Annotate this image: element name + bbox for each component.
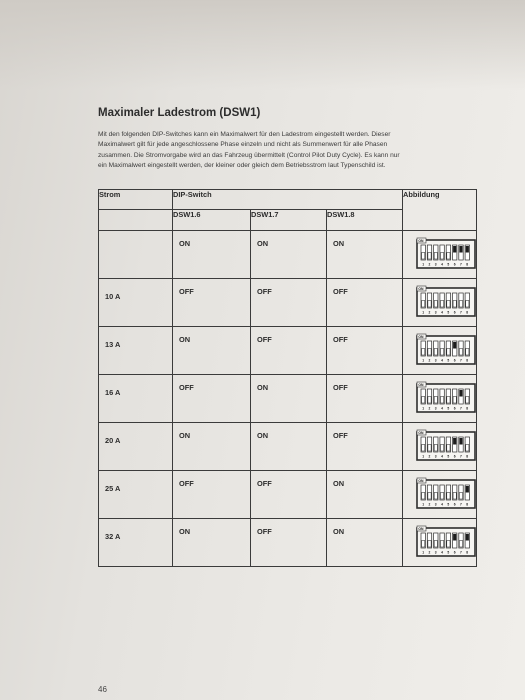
switch-number: 8 (466, 454, 469, 459)
dsw17-cell (251, 519, 327, 567)
subheader-dsw17: DSW1.7 (251, 210, 327, 231)
dip-switch-illustration (416, 381, 476, 415)
dsw16-value: ON (179, 527, 191, 536)
switch-number: 8 (466, 358, 469, 363)
switch-knob (453, 493, 456, 500)
switch-number: 2 (428, 310, 431, 315)
switch-number: 1 (422, 502, 425, 507)
dsw16-cell (173, 279, 251, 327)
switch-knob (466, 534, 469, 541)
dsw16-value: OFF (179, 479, 194, 488)
dip-switch-illustration (416, 285, 476, 319)
header-figure: Abbildung (403, 190, 477, 231)
switch-number: 1 (422, 550, 425, 555)
dsw18-value: ON (333, 527, 345, 536)
switch-knob (428, 397, 431, 404)
switch-knob (434, 349, 437, 356)
switch-number: 4 (441, 406, 443, 411)
on-label: ON (418, 527, 424, 531)
switch-knob (441, 349, 444, 356)
current-value: 25 A (105, 484, 121, 493)
switch-number: 6 (453, 262, 456, 267)
switch-knob (441, 301, 444, 308)
current-cell (99, 231, 173, 279)
switch-knob (434, 445, 437, 452)
paragraph-line: Mit den folgenden DIP-Switches kann ein Maximalwert für den Ladestrom eingestellt werden. Dieser (98, 131, 391, 138)
current-value: 13 A (105, 340, 121, 349)
switch-knob (453, 438, 456, 445)
switch-number: 3 (434, 406, 437, 411)
switch-knob (447, 493, 450, 500)
switch-number: 2 (428, 502, 431, 507)
dsw16-cell (173, 375, 251, 423)
switch-number: 7 (460, 262, 462, 267)
table-row (99, 231, 477, 279)
dsw17-value: OFF (257, 527, 272, 536)
dip-switch-illustration (416, 477, 476, 511)
switch-knob (434, 493, 437, 500)
dsw18-cell (327, 519, 403, 567)
figure-cell (403, 471, 477, 519)
dsw17-cell (251, 279, 327, 327)
dsw17-cell (251, 471, 327, 519)
switch-number: 4 (441, 454, 443, 459)
figure-cell (403, 231, 477, 279)
table-row (99, 519, 477, 567)
switch-knob (453, 301, 456, 308)
switch-knob (447, 541, 450, 548)
on-label: ON (418, 383, 424, 387)
switch-knob (466, 486, 469, 493)
dsw17-value: OFF (257, 479, 272, 488)
switch-number: 3 (434, 358, 437, 363)
switch-knob (428, 301, 431, 308)
figure-cell (403, 375, 477, 423)
switch-number: 8 (466, 262, 469, 267)
dsw16-cell (173, 519, 251, 567)
switch-number: 6 (453, 550, 456, 555)
switch-knob (428, 541, 431, 548)
switch-knob (422, 301, 425, 308)
switch-knob (459, 301, 462, 308)
paragraph-line: zusammen. Die Stromvorgabe wird an das Fahrzeug übermittelt (Control Pilot Duty Cycle). Es kann nur (98, 151, 400, 159)
figure-cell (403, 327, 477, 375)
switch-number: 8 (466, 310, 469, 315)
switch-number: 5 (447, 358, 450, 363)
switch-number: 6 (453, 406, 456, 411)
current-value (99, 231, 172, 244)
dsw16-value: ON (179, 431, 191, 440)
switch-number: 6 (453, 358, 456, 363)
figure-cell (403, 279, 477, 327)
switch-number: 4 (441, 550, 443, 555)
switch-knob (422, 493, 425, 500)
switch-knob (459, 246, 462, 253)
switch-number: 6 (453, 502, 456, 507)
dsw18-cell (327, 231, 403, 279)
switch-knob (434, 541, 437, 548)
switch-number: 7 (460, 406, 462, 411)
switch-number: 5 (447, 310, 450, 315)
dsw18-cell (327, 471, 403, 519)
dsw17-cell (251, 423, 327, 471)
switch-number: 2 (428, 550, 431, 555)
switch-number: 1 (422, 454, 425, 459)
paragraph-line: ein Maximalwert eingestellt werden, der kleiner oder gleich dem Betriebsstrom laut Typenschild ist. (98, 161, 386, 169)
current-cell (99, 423, 173, 471)
dsw16-cell (173, 423, 251, 471)
switch-knob (422, 253, 425, 260)
switch-knob (459, 541, 462, 548)
dsw18-value: OFF (333, 383, 348, 392)
on-label: ON (418, 239, 424, 243)
switch-knob (441, 541, 444, 548)
switch-number: 2 (428, 262, 431, 267)
switch-number: 3 (434, 502, 437, 507)
header-dip-switch: DIP-Switch (173, 190, 403, 210)
dip-switch-illustration (416, 525, 476, 559)
switch-number: 8 (466, 502, 469, 507)
switch-number: 5 (447, 262, 450, 267)
current-value: 16 A (105, 388, 121, 397)
on-label: ON (418, 335, 424, 339)
switch-number: 4 (441, 310, 443, 315)
table-row (99, 279, 477, 327)
dip-switch-illustration (416, 237, 476, 271)
table-header-row (99, 190, 477, 210)
dip-switch-illustration (416, 429, 476, 463)
switch-number: 5 (447, 502, 450, 507)
switch-knob (447, 397, 450, 404)
current-cell (99, 327, 173, 375)
dsw18-cell (327, 279, 403, 327)
dsw18-cell (327, 423, 403, 471)
current-cell (99, 375, 173, 423)
switch-knob (447, 349, 450, 356)
figure-cell (403, 519, 477, 567)
switch-number: 2 (428, 454, 431, 459)
current-cell (99, 471, 173, 519)
switch-knob (441, 493, 444, 500)
paragraph-line: Maximalwert gilt für jede angeschlossene Phase einzeln und nicht als Summenwert für alle Phasen (98, 141, 388, 149)
dsw16-cell (173, 327, 251, 375)
switch-number: 6 (453, 310, 456, 315)
switch-number: 7 (460, 550, 462, 555)
dip-switch-illustration (416, 333, 476, 367)
dsw18-value: ON (333, 479, 345, 488)
switch-number: 5 (447, 454, 450, 459)
table-row (99, 471, 477, 519)
switch-knob (453, 246, 456, 253)
switch-number: 2 (428, 406, 431, 411)
dsw18-value: OFF (333, 287, 348, 296)
switch-knob (422, 541, 425, 548)
switch-knob (466, 246, 469, 253)
dsw16-value: OFF (179, 287, 194, 296)
switch-knob (441, 445, 444, 452)
switch-number: 8 (466, 406, 469, 411)
switch-knob (466, 445, 469, 452)
switch-knob (422, 445, 425, 452)
subheader-empty (99, 210, 173, 231)
subheader-dsw18: DSW1.8 (327, 210, 403, 231)
table-row (99, 375, 477, 423)
switch-knob (466, 301, 469, 308)
dsw18-cell (327, 327, 403, 375)
switch-number: 3 (434, 310, 437, 315)
switch-number: 1 (422, 310, 425, 315)
current-cell (99, 279, 173, 327)
dsw18-value: ON (333, 239, 345, 248)
switch-number: 6 (453, 454, 456, 459)
switch-knob (428, 253, 431, 260)
dsw16-value: OFF (179, 383, 194, 392)
dsw17-cell (251, 375, 327, 423)
switch-number: 5 (447, 550, 450, 555)
switch-number: 1 (422, 358, 425, 363)
current-value: 20 A (105, 436, 121, 445)
switch-knob (459, 349, 462, 356)
switch-number: 2 (428, 358, 431, 363)
switch-knob (434, 397, 437, 404)
switch-number: 4 (441, 262, 443, 267)
switch-knob (422, 349, 425, 356)
switch-knob (422, 397, 425, 404)
switch-knob (466, 349, 469, 356)
description-paragraph (98, 130, 483, 171)
switch-number: 8 (466, 550, 469, 555)
switch-knob (428, 493, 431, 500)
switch-number: 3 (434, 262, 437, 267)
switch-knob (453, 342, 456, 349)
dsw18-value: OFF (333, 335, 348, 344)
switch-number: 1 (422, 406, 425, 411)
current-cell (99, 519, 173, 567)
switch-number: 7 (460, 454, 462, 459)
current-value: 32 A (105, 532, 121, 541)
switch-number: 5 (447, 406, 450, 411)
switch-number: 7 (460, 310, 462, 315)
figure-cell (403, 423, 477, 471)
dsw16-cell (173, 231, 251, 279)
dip-switch-table (98, 189, 477, 567)
switch-number: 7 (460, 358, 462, 363)
current-value: 10 A (105, 292, 121, 301)
on-label: ON (418, 287, 424, 291)
switch-knob (441, 253, 444, 260)
page-number: 46 (98, 685, 107, 694)
on-label: ON (418, 479, 424, 483)
switch-knob (434, 253, 437, 260)
switch-knob (459, 438, 462, 445)
table-row (99, 423, 477, 471)
dsw17-value: ON (257, 239, 269, 248)
switch-knob (453, 534, 456, 541)
dsw17-cell (251, 327, 327, 375)
dsw17-value: ON (257, 431, 269, 440)
switch-knob (447, 445, 450, 452)
switch-number: 3 (434, 550, 437, 555)
on-label: ON (418, 431, 424, 435)
subheader-dsw16: DSW1.6 (173, 210, 251, 231)
table-row (99, 327, 477, 375)
dsw18-value: OFF (333, 431, 348, 440)
switch-number: 3 (434, 454, 437, 459)
table-body (99, 231, 477, 567)
dsw17-value: ON (257, 383, 269, 392)
switch-knob (428, 349, 431, 356)
switch-knob (434, 301, 437, 308)
dsw16-cell (173, 471, 251, 519)
switch-knob (447, 301, 450, 308)
switch-knob (453, 397, 456, 404)
switch-knob (447, 253, 450, 260)
header-current: Strom (99, 190, 173, 210)
dsw17-cell (251, 231, 327, 279)
switch-number: 4 (441, 358, 443, 363)
switch-knob (459, 493, 462, 500)
dsw17-value: OFF (257, 335, 272, 344)
dsw17-value: OFF (257, 287, 272, 296)
switch-knob (428, 445, 431, 452)
dsw16-value: ON (179, 335, 191, 344)
switch-knob (466, 397, 469, 404)
switch-number: 7 (460, 502, 462, 507)
dsw18-cell (327, 375, 403, 423)
dsw16-value: ON (179, 239, 191, 248)
switch-number: 1 (422, 262, 425, 267)
section-title: Maximaler Ladestrom (DSW1) (98, 107, 261, 119)
switch-number: 4 (441, 502, 443, 507)
switch-knob (441, 397, 444, 404)
switch-knob (459, 390, 462, 397)
